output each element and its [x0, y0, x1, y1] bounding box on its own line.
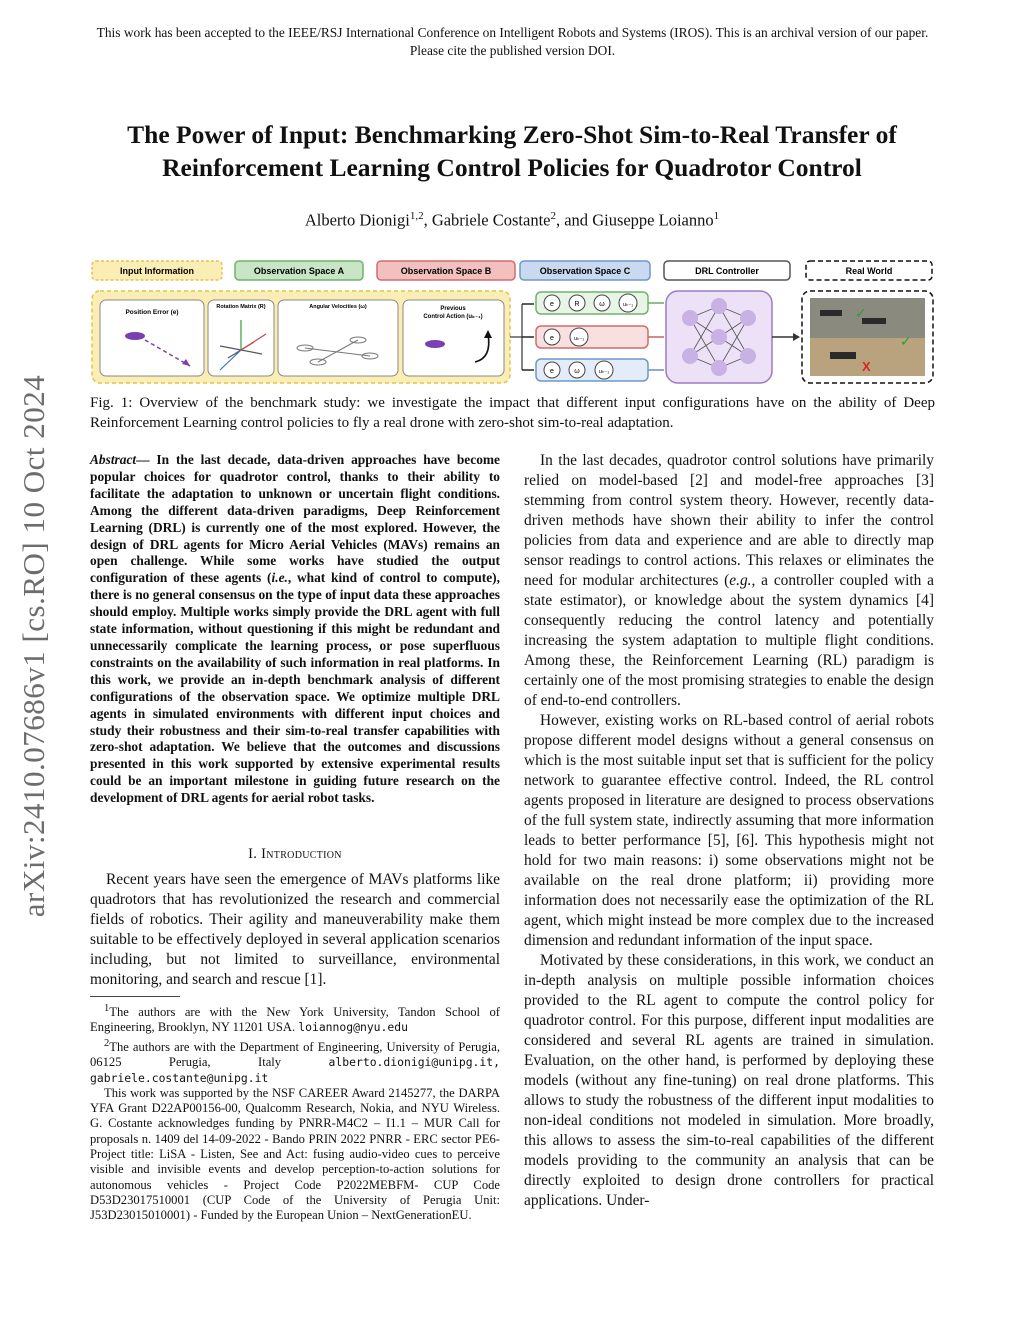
abstract-label: Abstract: [90, 452, 137, 467]
arxiv-sidebar: [14, 356, 54, 936]
footnote-1: [90, 1001, 500, 1036]
prev-label-1: Previous: [440, 306, 466, 312]
ang-panel: [278, 300, 398, 376]
section-heading: [90, 846, 500, 863]
footnote-rule: [90, 996, 180, 997]
arxiv-id: arXiv:2410.07686v1 [cs.RO] 10 Oct 2024: [16, 374, 51, 918]
intro-paragraph: Recent years have seen the emergence of MAVs platforms like quadrotors that has revolutionized the research and commercial fields of robotics. Their agility and maneuverability make them suitable to be effectively deployed in several application scenarios including, but not limited to surveillance, environmental monitoring, and search and rescue [1].: [90, 871, 500, 988]
svg-text:e: e: [550, 335, 554, 342]
svg-text:uₖ₋₁: uₖ₋₁: [573, 336, 585, 342]
author-sep: , and: [555, 210, 593, 230]
svg-text:uₖ₋₁: uₖ₋₁: [598, 369, 610, 375]
abstract-dash: —: [136, 452, 157, 467]
header-obs-c-label: Observation Space C: [539, 266, 631, 276]
author-1: Alberto Dionigi: [304, 210, 410, 230]
rot-label: Rotation Matrix (R): [216, 304, 266, 310]
author-2: Gabriele Costante: [431, 210, 551, 230]
abstract-text-2: , what kind of control to compute), there is no general consensus on the type of input data these approaches should employ. Multiple works simply provide the DRL agent with full state information, without questioning if this might be redundant and unnecessarily complicate the learning process, or pose superfluous constraints on the availability of such information in real platforms. In this work, we provide an in-depth benchmark analysis of different configurations of the observation space. We optimize multiple DRL agents in simulated environments with different input choices and study their robustness and their sim-to-real transfer capabilities with zero-shot adaptation. We believe that the outcomes and discussions presented in this work supported by extensive experimental results could be an important milestone in guiding future research on the development of DRL agents for aerial robot tasks.: [90, 570, 500, 806]
footnote-1-mark: 1: [104, 1003, 110, 1014]
header-input-label: Input Information: [120, 266, 194, 276]
abstract-ie: i.e.: [271, 570, 288, 586]
footnotes: [90, 1001, 500, 1224]
section-number: I.: [248, 846, 262, 862]
obs-c-symbols: [544, 361, 613, 379]
publication-notice: This work has been accepted to the IEEE/RSJ International Conference on Intelligent Robots and Systems (IROS). This is an archival version of our paper. Please cite the published version DOI.: [96, 25, 929, 58]
author-1-affil: 1,2: [409, 210, 424, 222]
header-drl-label: DRL Controller: [695, 266, 759, 276]
prev-label-2: Control Action (uₖ₋₁): [423, 314, 483, 320]
author-3: Giuseppe Loianno: [592, 210, 714, 230]
header-obs-b-label: Observation Space B: [400, 266, 492, 276]
author-2-affil: 2: [550, 210, 556, 222]
cross-mark: X: [862, 359, 871, 374]
footnote-2-text: The authors are with the Department of Engineering, University of Perugia, 06125 Perugia, Italy: [90, 1039, 500, 1070]
check-2: ✓: [900, 333, 912, 349]
footnote-1-text: The authors are with the New York University, Tandon School of Engineering, Brooklyn, NY 11201 USA.: [90, 1005, 500, 1035]
header-real-label: Real World: [845, 266, 893, 276]
check-1: ✓: [855, 305, 867, 321]
abstract-text-1: In the last decade, data-driven approaches have become popular choices for quadrotor control, thanks to their ability to facilitate the adaptation to unknown or uncertain flight conditions. Among the different data-driven paradigms, Deep Reinforcement Learning (DRL) is currently one of the most explored. However, the design of DRL agents for Micro Aerial Vehicles (MAVs) remains an open challenge. While some works have studied the output configuration of these agents (: [90, 452, 500, 586]
drone-icon: [125, 332, 145, 340]
section-title: Introduction: [261, 846, 342, 862]
svg-text:R: R: [574, 301, 580, 308]
svg-text:e: e: [550, 368, 554, 375]
header-obs-a-label: Observation Space A: [253, 266, 345, 276]
author-sep: ,: [423, 210, 432, 230]
author-3-affil: 1: [713, 210, 720, 222]
footnote-2-mark: 2: [104, 1037, 110, 1049]
right-column: [524, 451, 934, 1211]
svg-text:ω: ω: [599, 301, 605, 308]
col2-p1-text-a: In the last decades, quadrotor control solutions have primarily relied on model-based [2] and model-free approaches [3] stemming from control system theory. However, recently data-driven methods have shown their ability to infer the control policies from data and experience and are able to directly map sensor readings to control actions. This relaxes or eliminates the need for modular architectures (: [524, 452, 934, 589]
paper-title: The Power of Input: Benchmarking Zero-Shot Sim-to-Real Transfer of Reinforcement Learning Control Policies for Quadrotor Control: [127, 120, 897, 182]
pos-label: Position Error (e): [125, 309, 179, 316]
ang-label: Angular Velocities (ω): [309, 304, 367, 310]
footnote-funding: This work was supported by the NSF CAREER Award 2145277, the DARPA YFA Grant D22AP00156-00, Qualcomm Research, Nokia, and NYU Wireless. G. Costante acknowledges funding by PNRR-M4C2 – I1.1 – MUR Call for proposals n. 1409 del 14-09-2022 - Bando PRIN 2022 PNRR - ERC sector PE6- Project title: LiSA - Listen, See and Act: fusing audio-video cues to perceive visible and invisible events and develop perception-to-action solutions for autonomous vehicles - Project Code P2022MEBFM- CUP Code D53D23017510001 (CUP Code of the University of Perugia Unit: J53D23015010001) - Funded by the European Union – NextGenerationEU.: [90, 1085, 500, 1223]
col2-eg: e.g.: [729, 572, 752, 589]
footnote-1-email[interactable]: loiannog@nyu.edu: [298, 1020, 408, 1035]
col2-paragraph-2: However, existing works on RL-based control of aerial robots propose different model designs without a general consensus on which is the most suitable input set that is sufficient for the policy network to guarantee effective control. Indeed, the RL control agents proposed in literature are designed to process observations of the full system state, indirectly assuming that more information leads to better performance [5], [6]. This hypothesis might not hold for two main reasons: i) some observations might not be available on the real drone platform; ii) providing more information does not necessarily ease the optimization of the RL agent, which might instead be more complex due to the increased dimension and redundant information of the input space.: [524, 712, 934, 949]
svg-text:e: e: [550, 301, 554, 308]
svg-text:ω: ω: [574, 368, 580, 375]
author-list: [60, 210, 964, 231]
col2-p1-text-b: , a controller coupled with a state estimator), or knowledge about the system dynamics [4] consequently reducing the control latency and potentially increasing the system adaptation to multiple flight conditions. Among these, the Reinforcement Learning (RL) paradigm is certainly one of the most promising strategies to enable the design of end-to-end controllers.: [524, 572, 934, 709]
figure-caption: Fig. 1: Overview of the benchmark study: we investigate the impact that different input configurations have on the ability of Deep Reinforcement Learning control policies to fly a real drone with zero-shot sim-to-real adaptation.: [90, 395, 935, 431]
prev-drone-icon: [425, 340, 445, 348]
footnote-2: [90, 1036, 500, 1086]
abstract: [90, 452, 500, 807]
footnote-2-email[interactable]: alberto.dionigi@unipg.it, gabriele.costante@unipg.it: [90, 1055, 500, 1085]
svg-text:uₖ₋₁: uₖ₋₁: [622, 302, 634, 308]
col2-paragraph-3: Motivated by these considerations, in this work, we conduct an in-depth analysis on multiple possible information choices provided to the RL agent to compute the control policy for quadrotor control. For this purpose, different input modalities are considered and several RL agents are trained in simulation. Evaluation, on the other hand, is performed by deploying these models (without any fine-tuning) on real drone platforms. This allows to study the robustness of the different input modalities to non-ideal conditions not modeled in simulation. More broadly, this allows to assess the sim-to-real capabilities of the different models providing to the community an analysis that can be directly exploited to design drone controllers for practical applications. Under-: [524, 952, 934, 1209]
figure-1: [90, 258, 935, 388]
col2-paragraph-1: [524, 451, 934, 711]
